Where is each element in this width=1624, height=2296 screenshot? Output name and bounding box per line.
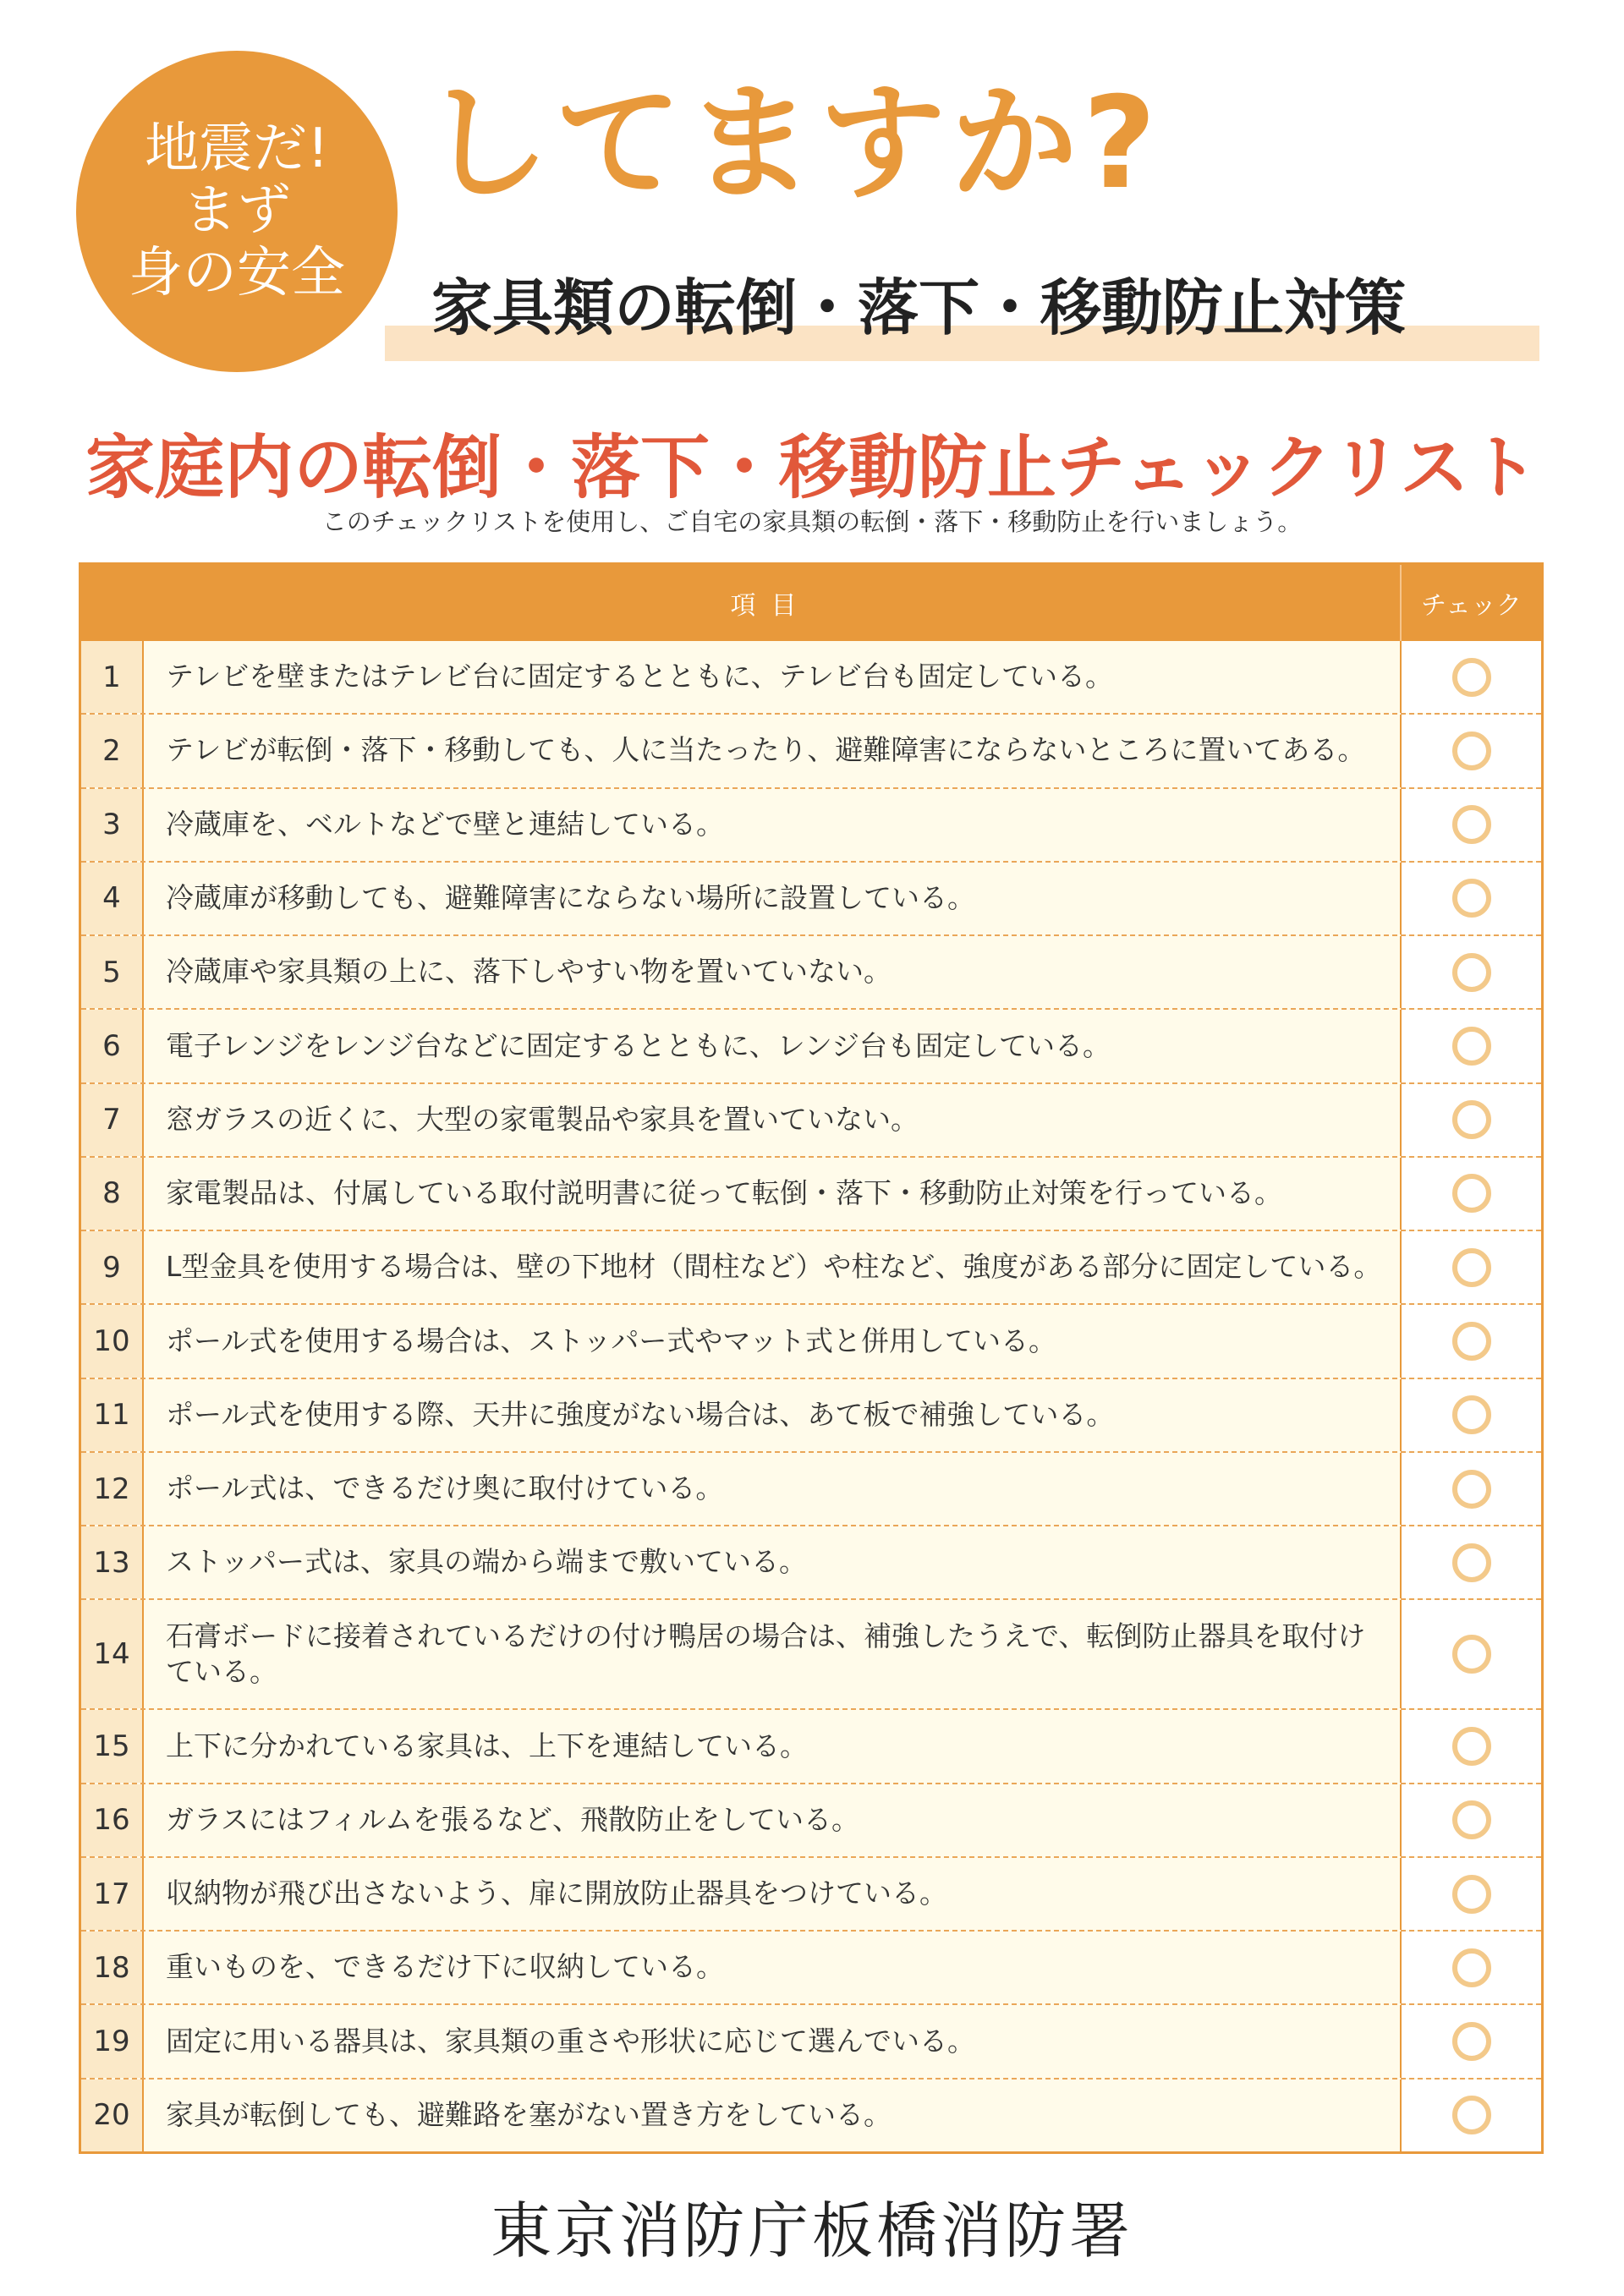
check-cell [1400, 1010, 1541, 1082]
row-number: 18 [81, 1932, 144, 2003]
check-cell [1400, 1379, 1541, 1451]
table-row [81, 2078, 1541, 2151]
row-text: 上下に分かれている家具は、上下を連結している。 [166, 1729, 808, 1762]
row-text: テレビが転倒・落下・移動しても、人に当たったり、避難障害にならないところに置いてある。 [166, 733, 1366, 767]
check-circle-icon[interactable] [1452, 1027, 1491, 1066]
row-number: 6 [81, 1010, 144, 1082]
row-number: 12 [81, 1453, 144, 1525]
row-text: 冷蔵庫が移動しても、避難障害にならない場所に設置している。 [166, 880, 975, 914]
check-circle-icon[interactable] [1452, 732, 1491, 770]
row-text: 固定に用いる器具は、家具類の重さや形状に応じて選んでいる。 [166, 2024, 975, 2058]
row-number: 10 [81, 1305, 144, 1377]
check-circle-icon[interactable] [1452, 805, 1491, 844]
check-cell [1400, 715, 1541, 786]
table-row [81, 1598, 1541, 1708]
table-row [81, 787, 1541, 861]
check-circle-icon[interactable] [1452, 1543, 1491, 1582]
badge-line-3: 身の安全 [129, 241, 345, 304]
table-row [81, 1783, 1541, 1856]
row-text: 家電製品は、付属している取付説明書に従って転倒・落下・移動防止対策を行っている。 [166, 1176, 1282, 1210]
row-number: 1 [81, 641, 144, 713]
table-row [81, 861, 1541, 934]
check-circle-icon[interactable] [1452, 1635, 1491, 1674]
check-circle-icon[interactable] [1452, 1395, 1491, 1434]
row-number: 8 [81, 1158, 144, 1230]
table-row [81, 1303, 1541, 1377]
check-circle-icon[interactable] [1452, 953, 1491, 992]
row-number: 7 [81, 1084, 144, 1156]
table-row [81, 1378, 1541, 1451]
row-number: 14 [81, 1600, 144, 1708]
check-circle-icon[interactable] [1452, 1800, 1491, 1839]
check-circle-icon[interactable] [1452, 1948, 1491, 1987]
check-circle-icon[interactable] [1452, 879, 1491, 918]
check-cell [1400, 1526, 1541, 1598]
badge-line-1: 地震だ! [145, 117, 329, 180]
checklist-title: 家庭内の転倒・落下・移動防止チェックリスト [85, 428, 1539, 508]
row-text: ポール式は、できるだけ奥に取付けている。 [166, 1471, 724, 1505]
intro-text: このチェックリストを使用し、ご自宅の家具類の転倒・落下・移動防止を行いましょう。 [321, 507, 1303, 536]
row-text: 窓ガラスの近くに、大型の家電製品や家具を置いていない。 [166, 1102, 919, 1136]
row-text: L型金具を使用する場合は、壁の下地材（間柱など）や柱など、強度がある部分に固定している。 [166, 1250, 1382, 1284]
check-circle-icon[interactable] [1452, 1100, 1491, 1139]
check-circle-icon[interactable] [1452, 2096, 1491, 2134]
row-number: 9 [81, 1231, 144, 1303]
table-row [81, 1156, 1541, 1230]
table-row [81, 2003, 1541, 2077]
row-text: 冷蔵庫を、ベルトなどで壁と連結している。 [166, 807, 724, 841]
row-number: 17 [81, 1858, 144, 1930]
check-cell [1400, 641, 1541, 713]
check-cell [1400, 2080, 1541, 2151]
table-row [81, 1708, 1541, 1782]
check-cell [1400, 863, 1541, 934]
check-circle-icon[interactable] [1452, 1470, 1491, 1509]
badge-circle [76, 51, 398, 372]
table-row [81, 1930, 1541, 2003]
row-text: 冷蔵庫や家具類の上に、落下しやすい物を置いていない。 [166, 955, 892, 989]
table-row [81, 1008, 1541, 1082]
row-number: 13 [81, 1526, 144, 1598]
row-text: テレビを壁またはテレビ台に固定するとともに、テレビ台も固定している。 [166, 660, 1114, 693]
row-text: 家具が転倒しても、避難路を塞がない置き方をしている。 [166, 2097, 892, 2131]
row-text: 収納物が飛び出さないよう、扉に開放防止器具をつけている。 [166, 1877, 947, 1910]
check-circle-icon[interactable] [1452, 1174, 1491, 1213]
table-row [81, 1230, 1541, 1303]
checklist-table [79, 562, 1544, 2154]
check-cell [1400, 1710, 1541, 1782]
check-cell [1400, 1084, 1541, 1156]
table-body [81, 641, 1541, 2151]
check-cell [1400, 1600, 1541, 1708]
table-row [81, 1525, 1541, 1598]
row-text: 重いものを、できるだけ下に収納している。 [166, 1950, 724, 1984]
check-cell [1400, 1305, 1541, 1377]
row-number: 4 [81, 863, 144, 934]
row-text: ポール式を使用する場合は、ストッパー式やマット式と併用している。 [166, 1323, 1057, 1357]
row-text: ポール式を使用する際、天井に強度がない場合は、あて板で補強している。 [166, 1397, 1115, 1431]
check-circle-icon[interactable] [1452, 658, 1491, 697]
check-circle-icon[interactable] [1452, 1727, 1491, 1766]
row-number: 19 [81, 2005, 144, 2077]
table-row [81, 1451, 1541, 1525]
footer-organization: 東京消防庁板橋消防署 [490, 2195, 1133, 2266]
check-circle-icon[interactable] [1452, 1875, 1491, 1914]
badge-line-2: まず [183, 179, 291, 243]
table-row [81, 1082, 1541, 1156]
table-row [81, 713, 1541, 786]
row-number: 2 [81, 715, 144, 786]
table-row [81, 934, 1541, 1008]
row-number: 3 [81, 789, 144, 861]
header-item: 項目 [730, 591, 812, 621]
check-cell [1400, 1784, 1541, 1856]
header-check: チェック [1400, 565, 1541, 641]
check-cell [1400, 2005, 1541, 2077]
check-cell [1400, 789, 1541, 861]
row-number: 5 [81, 936, 144, 1008]
check-cell [1400, 1858, 1541, 1930]
row-number: 15 [81, 1710, 144, 1782]
subtitle: 家具類の転倒・落下・移動防止対策 [431, 272, 1407, 343]
row-text: 石膏ボードに接着されているだけの付け鴨居の場合は、補強したうえで、転倒防止器具を取付けている。 [166, 1619, 1366, 1689]
row-number: 11 [81, 1379, 144, 1451]
row-number: 16 [81, 1784, 144, 1856]
check-circle-icon[interactable] [1452, 1248, 1491, 1287]
check-cell [1400, 1231, 1541, 1303]
table-header [81, 565, 1541, 641]
row-text: ストッパー式は、家具の端から端まで敷いている。 [166, 1545, 808, 1579]
table-row [81, 1856, 1541, 1930]
check-cell [1400, 936, 1541, 1008]
check-cell [1400, 1453, 1541, 1525]
row-text: 電子レンジをレンジ台などに固定するとともに、レンジ台も固定している。 [166, 1028, 1111, 1062]
row-text: ガラスにはフィルムを張るなど、飛散防止をしている。 [166, 1802, 860, 1836]
check-cell [1400, 1158, 1541, 1230]
headline: してますか? [423, 70, 1162, 217]
row-number: 20 [81, 2080, 144, 2151]
table-row [81, 641, 1541, 713]
check-cell [1400, 1932, 1541, 2003]
check-circle-icon[interactable] [1452, 1322, 1491, 1361]
check-circle-icon[interactable] [1452, 2022, 1491, 2061]
